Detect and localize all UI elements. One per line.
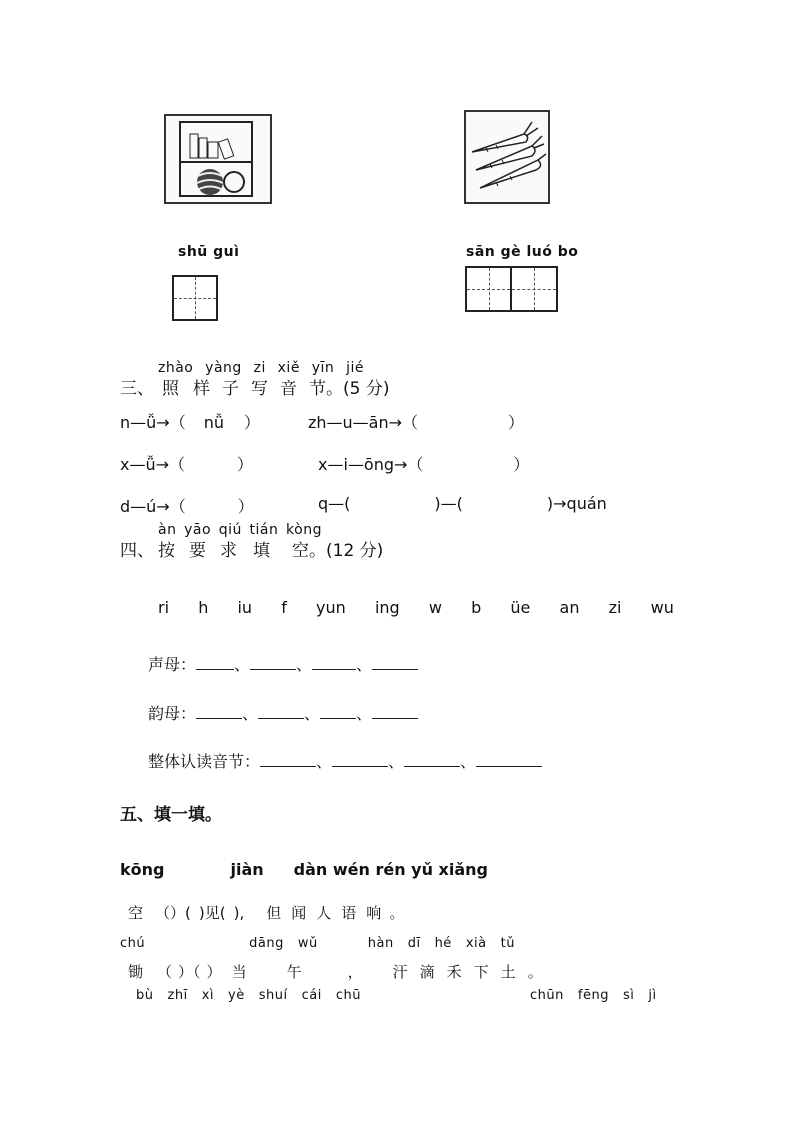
- poem-char: 闻: [291, 904, 307, 922]
- poem-char: 当: [231, 963, 247, 981]
- row-text: n—ǚ→（: [120, 413, 186, 432]
- carrots-icon: [466, 112, 548, 202]
- answer-blank[interactable]: [372, 704, 418, 719]
- shengmu-line: [148, 652, 418, 675]
- shengmu-label: 声母：: [148, 655, 197, 674]
- poem-char: 锄: [128, 963, 144, 981]
- title-char: 求: [220, 541, 237, 561]
- exercise-row-3b: [318, 494, 607, 513]
- pinyin-syllable: àn: [158, 522, 177, 538]
- pinyin-syllable: jì: [648, 988, 657, 1003]
- bracket: ）(: [170, 904, 191, 922]
- separator: 、: [356, 655, 373, 674]
- title-char: 按: [158, 541, 175, 561]
- letter-item: ing: [374, 598, 400, 617]
- answer-blank[interactable]: [185, 456, 237, 470]
- separator: 、: [296, 655, 313, 674]
- bracket: （: [155, 904, 171, 922]
- pinyin-syllable: yīn: [311, 360, 335, 376]
- poem-char: 但: [266, 904, 282, 922]
- pinyin-syllable: yāo: [184, 522, 212, 538]
- pinyin-syllable: yàng: [205, 360, 242, 376]
- row-text: ）: [237, 497, 254, 516]
- pinyin-syllable: chūn: [530, 988, 564, 1003]
- answer-blank[interactable]: [404, 752, 460, 767]
- bookshelf-picture: [164, 114, 272, 204]
- pinyin-syllable: chú: [120, 936, 146, 951]
- letter-item: f: [281, 598, 287, 617]
- poem-char: 下: [473, 963, 489, 981]
- row-text: q—(: [318, 494, 351, 513]
- bracket: （: [157, 963, 173, 981]
- pinyin-syllable: jiàn: [230, 860, 264, 879]
- title-char: 节: [309, 379, 326, 399]
- pinyin-syllable: tǔ: [500, 936, 515, 951]
- poem1-pinyin: [120, 860, 488, 879]
- row-text: )—(: [434, 494, 463, 513]
- section5-title: 五、填一填。: [120, 805, 222, 825]
- pinyin-syllable: tián: [249, 522, 279, 538]
- punctuation: 。: [527, 963, 543, 981]
- punctuation: ，: [347, 963, 363, 981]
- separator: 、: [356, 704, 373, 723]
- pinyin-syllable: zhào: [158, 360, 194, 376]
- separator: 、: [234, 655, 251, 674]
- pinyin-syllable: cái: [301, 988, 322, 1003]
- pinyin-syllable: zi: [253, 360, 266, 376]
- pinyin-syllable: zhī: [167, 988, 188, 1003]
- letter-item: an: [559, 598, 580, 617]
- exercise-row-2: [120, 452, 253, 475]
- answer-blank[interactable]: [196, 704, 242, 719]
- row-text: d—ú→（: [120, 497, 186, 516]
- answer-blank[interactable]: [250, 655, 296, 670]
- poem-char: 汗: [392, 963, 408, 981]
- example-answer: nǚ: [203, 413, 224, 432]
- bookshelf-icon: [166, 116, 270, 202]
- letter-list: [158, 598, 674, 617]
- pinyin-syllable: kōng: [120, 860, 165, 879]
- letter-item: h: [198, 598, 209, 617]
- row-text: ）: [237, 455, 254, 474]
- letter-item: zi: [608, 598, 622, 617]
- poem-char: 空: [128, 904, 144, 922]
- pinyin-syllable: dī: [407, 936, 421, 951]
- poem-char: 滴: [419, 963, 435, 981]
- pinyin-syllable: yè: [228, 988, 245, 1003]
- poem-char: 响: [366, 904, 382, 922]
- letter-item: yun: [316, 598, 346, 617]
- title-char: 空: [292, 541, 309, 561]
- pinyin-syllable: hé: [434, 936, 452, 951]
- pinyin-syllable: xià: [465, 936, 487, 951]
- pinyin-syllable: wǔ: [297, 936, 318, 951]
- title-char: 子: [222, 379, 239, 399]
- letter-item: w: [428, 598, 442, 617]
- poem-char: 禾: [446, 963, 462, 981]
- section4-title: [120, 536, 383, 561]
- answer-blank[interactable]: [418, 414, 508, 428]
- pinyin-syllable: dàn wén rén yǔ xiǎng: [293, 860, 488, 879]
- pinyin-syllable: dāng: [249, 936, 284, 951]
- title-char: 写: [251, 379, 268, 399]
- writing-box[interactable]: [172, 275, 218, 321]
- poem1-line: [128, 902, 404, 923]
- section-number: 四、: [120, 541, 154, 561]
- poem-char: 人: [316, 904, 332, 922]
- bracket: )见(: [198, 904, 226, 922]
- poem3-pinyin-left: [136, 988, 361, 1003]
- poem-char: 午: [286, 963, 302, 981]
- zhengti-label: 整体认读音节：: [148, 752, 261, 771]
- answer-blank[interactable]: [332, 752, 388, 767]
- writing-box[interactable]: [465, 266, 512, 312]
- pinyin-syllable: xiě: [277, 360, 300, 376]
- bracket: ),: [233, 904, 245, 922]
- punctuation: 。: [389, 904, 405, 922]
- carrots-picture: [464, 110, 550, 204]
- carrots-pinyin: sān gè luó bo: [466, 244, 579, 260]
- title-char: 音: [280, 379, 297, 399]
- answer-blank[interactable]: [196, 655, 234, 670]
- answer-blank[interactable]: [312, 655, 356, 670]
- exercise-row-1: [120, 410, 260, 433]
- answer-blank[interactable]: [463, 495, 547, 509]
- pinyin-syllable: jié: [346, 360, 364, 376]
- answer-blank[interactable]: [186, 498, 238, 512]
- title-char: 填: [253, 541, 270, 561]
- pinyin-syllable: shuí: [258, 988, 288, 1003]
- row-text: zh—u—ān→（: [308, 413, 419, 432]
- pinyin-syllable: chū: [335, 988, 361, 1003]
- answer-blank[interactable]: [260, 752, 316, 767]
- pinyin-syllable: qiú: [218, 522, 242, 538]
- answer-blank[interactable]: [476, 752, 542, 767]
- answer-blank[interactable]: [320, 704, 356, 719]
- title-char: 样: [193, 379, 210, 399]
- row-text: x—i—ōng→（: [318, 455, 424, 474]
- bookshelf-pinyin: shū guì: [178, 244, 240, 260]
- answer-blank[interactable]: [258, 704, 304, 719]
- letter-item: üe: [510, 598, 531, 617]
- row-text: )→quán: [546, 494, 607, 513]
- pinyin-syllable: fēng: [577, 988, 609, 1003]
- pinyin-syllable: hàn: [367, 936, 394, 951]
- poem2-line: [128, 961, 543, 982]
- letter-item: ri: [158, 598, 170, 617]
- section-number: 三、: [120, 379, 154, 399]
- pinyin-syllable: xì: [201, 988, 214, 1003]
- exercise-row-1b: [308, 410, 524, 433]
- pinyin-syllable: kòng: [286, 522, 322, 538]
- poem-char: 语: [341, 904, 357, 922]
- pinyin-syllable: sì: [622, 988, 635, 1003]
- separator: 、: [304, 704, 321, 723]
- exercise-row-2b: [318, 452, 529, 475]
- row-text: ）: [513, 455, 530, 474]
- separator: 、: [388, 752, 405, 771]
- answer-blank[interactable]: [423, 456, 513, 470]
- answer-blank[interactable]: [350, 495, 434, 509]
- separator: 、: [242, 704, 259, 723]
- bracket: ）: [206, 963, 222, 981]
- exercise-row-3: [120, 494, 254, 517]
- title-char: 要: [189, 541, 206, 561]
- writing-box[interactable]: [510, 266, 558, 312]
- letter-item: b: [471, 598, 482, 617]
- yunmu-label: 韵母：: [148, 704, 197, 723]
- row-text: ）: [508, 413, 525, 432]
- poem3-pinyin-right: [530, 988, 657, 1003]
- row-text: ）: [243, 413, 260, 432]
- title-char: 照: [162, 379, 179, 399]
- poem2-pinyin: [120, 936, 515, 951]
- bracket: ）（: [178, 963, 201, 981]
- zhengti-line: [148, 749, 542, 772]
- row-text: x—ǚ→（: [120, 455, 186, 474]
- section3-title: [120, 374, 389, 399]
- separator: 、: [316, 752, 333, 771]
- letter-item: iu: [237, 598, 253, 617]
- letter-item: wu: [650, 598, 674, 617]
- section-score: 。(5 分): [326, 379, 390, 399]
- yunmu-line: [148, 701, 418, 724]
- poem-char: 土: [500, 963, 516, 981]
- answer-blank[interactable]: [372, 655, 418, 670]
- section-score: 。(12 分): [309, 541, 384, 561]
- separator: 、: [460, 752, 477, 771]
- pinyin-syllable: bù: [136, 988, 154, 1003]
